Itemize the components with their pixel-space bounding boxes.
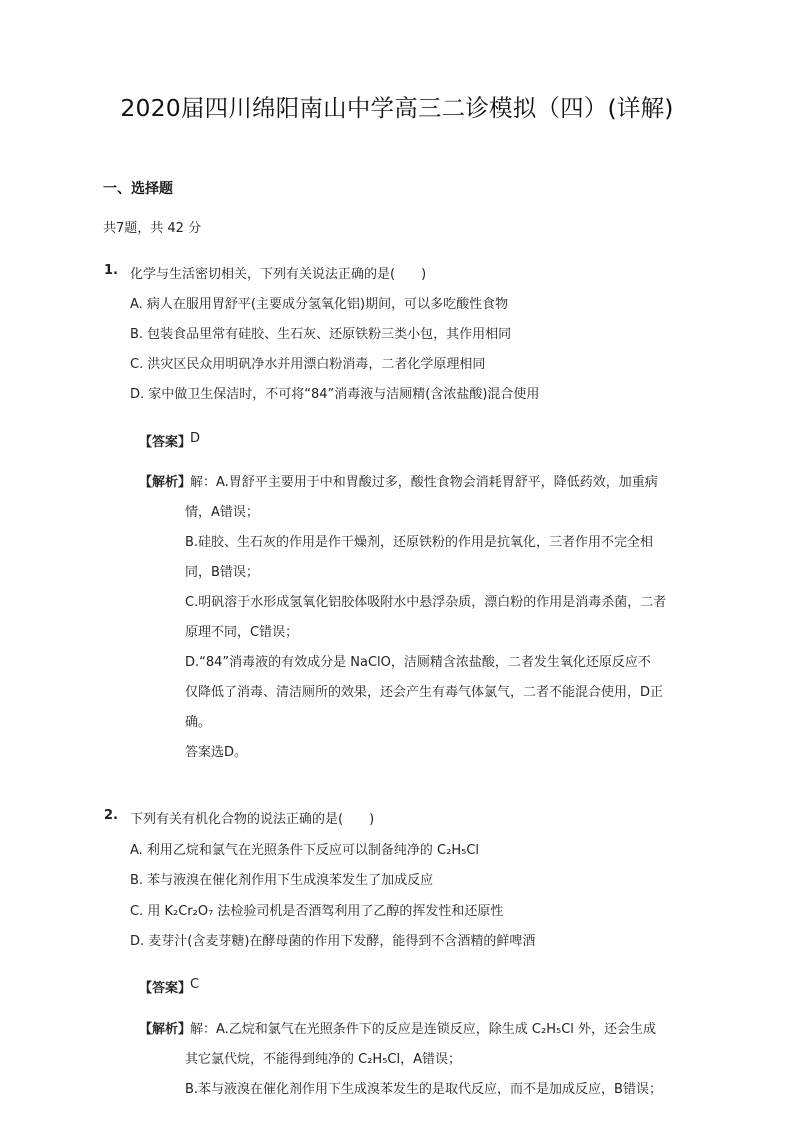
section-heading: 一、选择题 xyxy=(103,181,173,197)
analysis-line: D.“84”消毒液的有效成分是 NaClO，洁厕精含浓盐酸，二者发生氧化还原反应不 xyxy=(185,655,651,670)
question-number: 2. xyxy=(104,808,118,823)
analysis-line: B.硅胶、生石灰的作用是作干燥剂，还原铁粉的作用是抗氧化，三者作用不完全相 xyxy=(185,535,654,550)
question-stem: 下列有关有机化合物的说法正确的是( ) xyxy=(130,812,375,827)
option-a: A. 病人在服用胃舒平(主要成分氢氧化铝)期间，可以多吃酸性食物 xyxy=(130,297,509,312)
question-stem: 化学与生活密切相关，下列有关说法正确的是( ) xyxy=(130,267,427,282)
analysis-line: 解：A.胃舒平主要用于中和胃酸过多，酸性食物会消耗胃舒平，降低药效，加重病 xyxy=(190,475,658,490)
analysis-line: 情，A错误； xyxy=(185,505,259,520)
option-a: A. 利用乙烷和氯气在光照条件下反应可以制备纯净的 C₂H₅Cl xyxy=(130,843,480,858)
answer-value: D xyxy=(190,431,201,446)
analysis-line: C.明矾溶于水形成氢氧化铝胶体吸附水中悬浮杂质，漂白粉的作用是消毒杀菌，二者 xyxy=(185,595,667,610)
analysis-line: 解：A.乙烷和氯气在光照条件下的反应是连锁反应，除生成 C₂H₅Cl 外，还会生成 xyxy=(190,1022,657,1037)
analysis-line: 同，B错误； xyxy=(185,565,259,580)
question-summary: 共7题，共 42 分 xyxy=(103,221,202,236)
analysis-line: 答案选D。 xyxy=(185,745,248,760)
document-title: 2020届四川绵阳南山中学高三二诊模拟（四）(详解) xyxy=(120,94,674,122)
analysis-line: 其它氯代烷，不能得到纯净的 C₂H₅Cl，A错误； xyxy=(185,1052,461,1067)
answer-value: C xyxy=(190,977,200,992)
analysis-line: B.苯与液溴在催化剂作用下生成溴苯发生的是取代反应，而不是加成反应，B错误； xyxy=(185,1082,662,1097)
analysis-label: 【解析】 xyxy=(139,475,192,490)
option-b: B. 苯与液溴在催化剂作用下生成溴苯发生了加成反应 xyxy=(130,873,434,888)
question-number: 1. xyxy=(104,263,118,278)
option-d: D. 麦芽汁(含麦芽糖)在酵母菌的作用下发酵，能得到不含酒精的鲜啤酒 xyxy=(130,934,536,949)
analysis-line: 原理不同，C错误； xyxy=(185,625,299,640)
option-c: C. 洪灾区民众用明矾净水并用漂白粉消毒，二者化学原理相同 xyxy=(130,357,486,372)
analysis-line: 确。 xyxy=(185,715,212,730)
analysis-label: 【解析】 xyxy=(139,1022,192,1037)
answer-label: 【答案】 xyxy=(139,981,192,996)
option-d: D. 家中做卫生保洁时，不可将“84”消毒液与洁厕精(含浓盐酸)混合使用 xyxy=(130,387,540,402)
option-c: C. 用 K₂Cr₂O₇ 法检验司机是否酒驾利用了乙醇的挥发性和还原性 xyxy=(130,904,504,919)
answer-label: 【答案】 xyxy=(139,435,192,450)
option-b: B. 包装食品里常有硅胶、生石灰、还原铁粉三类小包，其作用相同 xyxy=(130,327,512,342)
analysis-line: 仅降低了消毒、清洁厕所的效果，还会产生有毒气体氯气，二者不能混合使用，D正 xyxy=(185,685,664,700)
